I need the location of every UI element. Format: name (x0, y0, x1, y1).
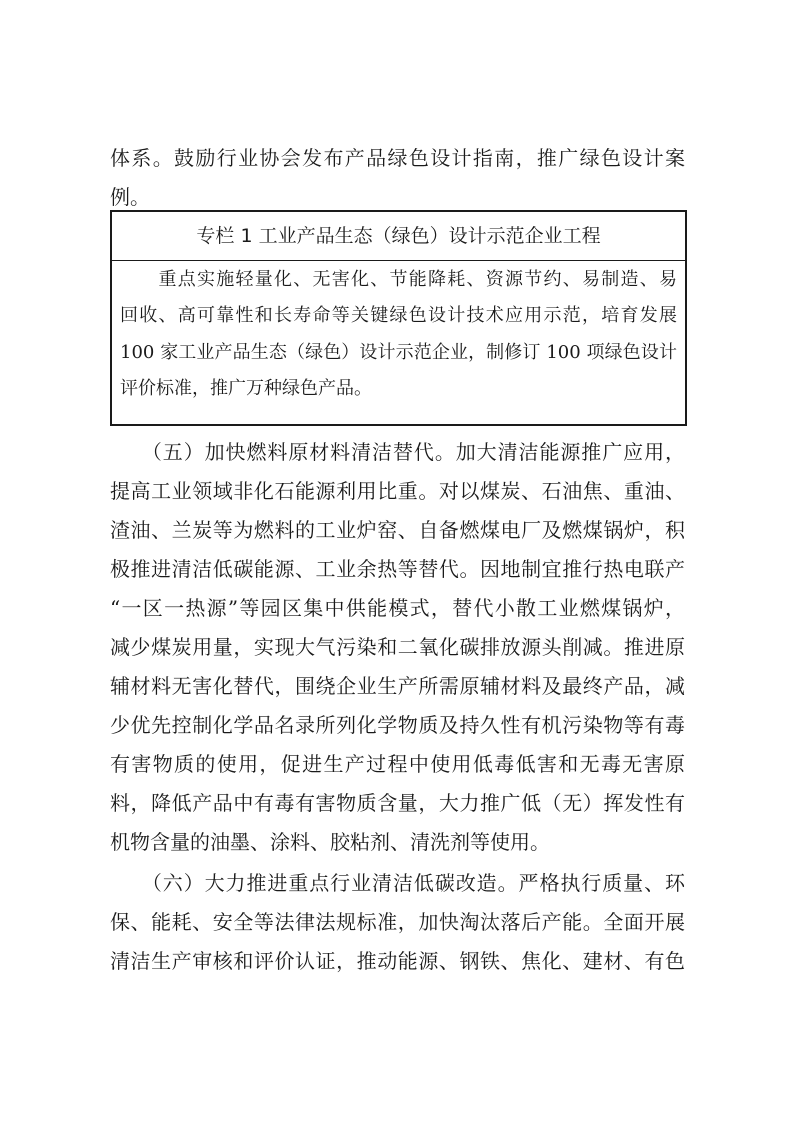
section5-line-9: 有害物质的使用，促进生产过程中使用低毒低害和无毒无害原 (110, 752, 685, 776)
feature-box-line-3: 100 家工业产品生态（绿色）设计示范企业，制修订 100 项绿色设计 (120, 342, 677, 363)
section5-line-3: 渣油、兰炭等为燃料的工业炉窑、自备燃煤电厂及燃煤锅炉，积 (110, 518, 685, 542)
section5-line-7: 辅材料无害化替代，围绕企业生产所需原辅材料及最终产品，减 (110, 674, 685, 698)
section6-line-3: 清洁生产审核和评价认证，推动能源、钢铁、焦化、建材、有色 (110, 949, 685, 973)
intro-line-1: 体系。鼓励行业协会发布产品绿色设计指南，推广绿色设计案 (110, 146, 685, 170)
section5-line-6: 减少煤炭用量，实现大气污染和二氧化碳排放源头削减。推进原 (110, 635, 685, 659)
section5-line-8: 少优先控制化学品名录所列化学物质及持久性有机污染物等有毒 (110, 713, 685, 737)
feature-box (110, 210, 687, 426)
intro-line-2: 例。 (110, 185, 150, 209)
feature-box-line-4: 评价标准，推广万种绿色产品。 (120, 378, 372, 399)
section6-line-2: 保、能耗、安全等法律法规标准，加快淘汰落后产能。全面开展 (110, 910, 685, 934)
feature-box-line-1: 重点实施轻量化、无害化、节能降耗、资源节约、易制造、易 (120, 269, 677, 290)
feature-box-line-2: 回收、高可靠性和长寿命等关键绿色设计技术应用示范，培育发展 (120, 305, 677, 326)
feature-box-header (112, 212, 685, 261)
section5-line-1: （五）加快燃料原材料清洁替代。加大清洁能源推广应用， (110, 440, 685, 464)
feature-box-title: 专栏 1 工业产品生态（绿色）设计示范企业工程 (196, 225, 601, 247)
section5-line-2: 提高工业领域非化石能源利用比重。对以煤炭、石油焦、重油、 (110, 479, 685, 503)
section5-line-5: “一区一热源”等园区集中供能模式，替代小散工业燃煤锅炉， (110, 596, 685, 620)
section5-line-10: 料，降低产品中有毒有害物质含量，大力推广低（无）挥发性有 (110, 791, 685, 815)
section5-line-11: 机物含量的油墨、涂料、胶粘剂、清洗剂等使用。 (110, 830, 550, 854)
section5-line-4: 极推进清洁低碳能源、工业余热等替代。因地制宜推行热电联产 (110, 557, 685, 581)
section6-line-1: （六）大力推进重点行业清洁低碳改造。严格执行质量、环 (110, 871, 685, 895)
